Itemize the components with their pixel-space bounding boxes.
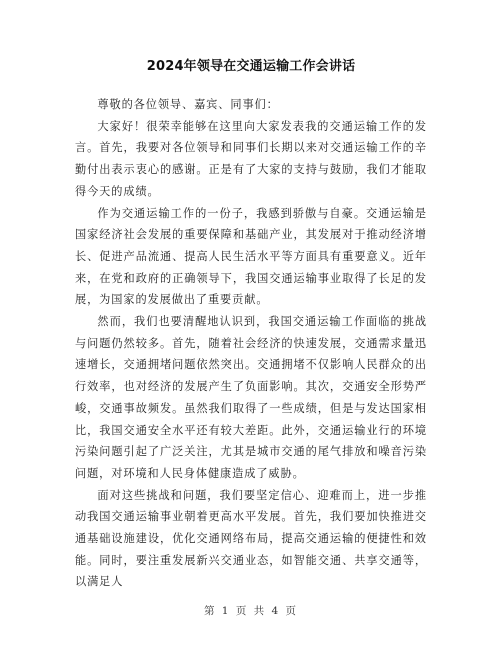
document-title: 2024年领导在交通运输工作会讲话 <box>146 59 356 74</box>
body-paragraph: 然而，我们也要清醒地认识到，我国交通运输工作面临的挑战与问题仍然较多。首先，随着社会经济的快速发展，交通需求量迅速增长，交通拥堵问题依然突出。交通拥堵不仅影响人民群众的出行效率，也对经济的发展产生了负面影响。其次，交通安全形势严峻，交通事故频发。虽然我们取得了一些成绩，但是与发达国家相比，我国交通安全水平还有较大差距。此外，交通运输业行的环境污染问题引起了广泛关注，尤其是城市交通的尾气排放和噪音污染问题，对环境和人民身体健康造成了威胁。 <box>75 315 427 480</box>
salutation-paragraph: 尊敬的各位领导、嘉宾、同事们： <box>97 98 279 111</box>
body-paragraph: 面对这些挑战和问题，我们要坚定信心、迎难而上，进一步推动我国交通运输事业朝着更高水平发展。首先，我们要加快推进交通基础设施建设，优化交通网络布局，提高交通运输的便捷性和效能。同时，要注重发展新兴交通业态，如智能交通、共享交通等，以满足人 <box>75 488 427 589</box>
body-paragraph: 大家好！很荣幸能够在这里向大家发表我的交通运输工作的发言。首先，我要对各位领导和同事们长期以来对交通运输工作的辛勤付出表示衷心的感谢。正是有了大家的支持与鼓励，我们才能取得今天的成绩。 <box>75 119 427 198</box>
page-number-footer: 第 1 页 共 4 页 <box>203 605 299 617</box>
document-body <box>75 94 427 593</box>
body-paragraph: 作为交通运输工作的一份子，我感到骄傲与自豪。交通运输是国家经济社会发展的重要保障和基础产业，其发展对于推动经济增长、促进产品流通、提高人民生活水平等方面具有重要意义。近年来，在党和政府的正确领导下，我国交通运输事业取得了长足的发展，为国家的发展做出了重要贡献。 <box>75 206 427 307</box>
